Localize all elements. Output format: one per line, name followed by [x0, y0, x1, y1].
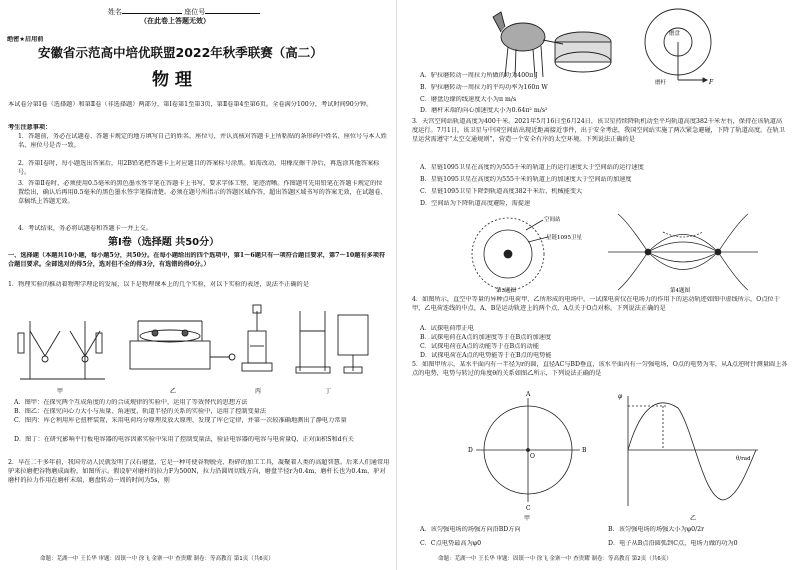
name-label: 姓名 — [108, 8, 122, 16]
figure-bing — [242, 305, 272, 371]
right-footer: 命题：芜湖一中 王长华 审题：固镇一中 徐飞 金寨一中 查贵耀 制卷：等高教育 第2页（共6页） — [438, 556, 672, 562]
q1-option-b: B．图乙：在探究向心力大小与质量、角速度、轨道半径的关系的实验中，运用了控制变量法 — [14, 408, 267, 415]
field-lines-diagram — [608, 214, 758, 290]
notice-1: 1．答题前，务必在试题卷、答题卡规定的地方填写自己的姓名、座位号，并认真核对答题卡上所粘贴的条形码中姓名、座位号与本人姓名、座位号是否一致。 — [18, 133, 387, 149]
seat-label: 座位号 — [184, 8, 206, 16]
notice-3: 3．答第Ⅱ卷时，必须使用0.5毫米的黑色墨水签字笔在答题卡上书写，要求字体工整、笔迹清晰。作图题可先用铅笔在答题卡规定的位置绘出，确认后再用0.5毫米的黑色墨水签字笔描清楚。必须在题号所指示的答题区域作答，超出答题区域书写的答案无效，在试题卷、草稿纸上答题无效。 — [18, 180, 387, 205]
donkey-mill-drawing — [493, 12, 611, 77]
section-intro: 一、选择题（本题共10小题，每小题5分，共50分。在每小题给出的四个选项中，第1～6题只有一项符合题目要求，第7～10题有多项符合题目要求。全部选对的得5分，选对但不全的得3分，有选错的得0分。） — [8, 252, 386, 268]
q2-option-d: D．磨杆末端的向心加速度大小为0.64π² m/s² — [420, 107, 548, 114]
q4-option-d: D．试探电荷在A点的电势能等于在B点的电势能 — [420, 352, 552, 359]
question-1: 1．物理实验的推动着物理学理论的发展，以下是物理课本上的几个实验，对以下实验的表述，说法不正确的是 — [8, 281, 309, 288]
q4-option-c: C．试探电荷在A点的动能等于在B点的动能 — [420, 343, 539, 350]
label-yi: 乙 — [690, 515, 697, 522]
q3-option-a: A．星链1095卫星在高度约为555千米的轨道上的运行速度大于空间站的运行速度 — [420, 164, 644, 171]
answer-notice: （在此卷上答题无效） — [140, 17, 210, 25]
secret-tag: 绝密★启用前 — [7, 36, 44, 43]
circle-diagram — [476, 398, 580, 502]
q5-option-d: D．电子从B点沿圆弧到C点，电场力做的功为0 — [608, 540, 738, 547]
name-blank — [122, 6, 182, 14]
q3-option-b: B．星链1095卫星在高度约为555千米的轨道上的加速度大于空间站的加速度 — [420, 176, 632, 183]
question-2: 2．早在二千多年前，我国劳动人民就发明了汉石磨盘，它是一种可使谷物脱壳、粉碎的加工工具，凝聚着人类的高超智慧。后来人们通常用驴来拉磨把谷物磨成面粉，如图所示。假设驴对磨杆的拉力F为500N，拉力沿圆周切线方向，磨盘半径r为0.4m，磨杆长也为0.4m，驴对磨杆的拉力作用在磨杆末端，磨盘转动一周的时间为5s，则 — [8, 459, 390, 484]
notice-heading: 考生注意事项： — [8, 124, 52, 131]
q1-option-a: A．图甲：在探究两个互成角度的力的合成规律的实验中，运用了等效替代的思想方法 — [14, 399, 248, 406]
label-mogan: 磨杆 — [655, 80, 667, 86]
question-3: 3．天宫空间站轨道高度为400千米。2021年5月16日至6月24日，该卫星持续降轨机动至平均轨道高度382千米左右，保持在该轨道高度运行。7月1日，该卫星与中国空间站出现近距离接近事件，出于安全考虑，我国空间站实施了两次紧急避碰，下降了轨道高度。在轨卫星运营需遵守“太空交通规则”，营造一个安全有序的太空环境。下列说法正确的是 — [412, 118, 785, 143]
notice-2: 2．答第Ⅰ卷时，每小题选出答案后，用2B铅笔把答题卡上对应题目的答案标号涂黑。如需改动，用橡皮擦干净后，再选涂其他答案标号。 — [18, 160, 380, 176]
question-4: 4．如图所示，直空中等量的异种点电荷甲、乙所形成的电场中，一试探电荷仅在电场力的作用下的运动轨迹如图中虚线所示，O点位于甲、乙电荷连线的中点，A、B是运动轨迹上的两个点，A点关于O点对称。下列说法正确的是 — [412, 296, 780, 312]
label-theta: θ/rad — [736, 456, 751, 462]
q5-figures — [468, 388, 768, 523]
label-O: O — [530, 453, 535, 460]
q5-option-a: A．该匀强电场的场强方向沿BD方向 — [420, 526, 521, 533]
fig-label-yi: 乙 — [170, 388, 177, 395]
label-C: C — [526, 505, 531, 512]
label-jia: 甲 — [524, 515, 531, 522]
fig-label-bing: 丙 — [255, 388, 262, 395]
label-fig3: 第3题图 — [496, 288, 516, 294]
page-divider — [396, 0, 397, 570]
q4-option-b: B．试探电荷在A点的加速度等于在B点的加速度 — [420, 334, 552, 341]
section-title: 第Ⅰ卷（选择题 共50分） — [108, 237, 220, 248]
label-force: F — [709, 79, 714, 86]
q1-figures — [10, 301, 382, 396]
label-A: A — [526, 391, 531, 398]
q2-option-a: A．驴拉磨转动一周拉力所做的功为400π J — [420, 72, 538, 79]
figure-yi — [130, 321, 235, 369]
potential-graph — [628, 396, 758, 506]
fig-label-jia: 甲 — [57, 388, 64, 395]
left-footer: 命题：芜湖一中 王长华 审题：固镇一中 徐飞 金寨一中 查贵耀 制卷：等高教育 第1页（共6页） — [40, 556, 274, 562]
notice-4: 4．考试结束，务必将试题卷和答题卡一并上交。 — [18, 225, 152, 232]
q3-option-c: C．星链1095卫星下降到轨道高度382千米后，机械能变大 — [420, 188, 583, 195]
left-page — [0, 0, 396, 570]
q5-option-c: C．C点电势最高为φ0 — [420, 540, 482, 547]
label-mopan: 磨盘 — [669, 31, 681, 37]
orbit-diagram — [472, 218, 548, 290]
label-D: D — [468, 447, 473, 454]
figure-jia — [18, 321, 105, 379]
label-B: B — [582, 447, 587, 454]
seat-blank — [205, 6, 260, 14]
question-5: 5．如图甲所示，某水平面内有一半径为r的圆，直径AC与BD垂直，该水平面内有一匀强电场，O点的电势为零，从A点逆时针测量圆上各点的电势，电势与转过的角度θ的关系如图乙所示，下列说法正确的是 — [412, 361, 788, 377]
exam-title: 安徽省示范高中培优联盟2022年秋季联赛（高二） — [38, 45, 323, 60]
q4-option-a: A．试探电荷带正电 — [420, 325, 474, 332]
label-space-station: 空间站 — [544, 217, 561, 223]
q5-option-b: B．该匀强电场的场强大小为φ0/2r — [608, 526, 705, 533]
exam-intro: 本试卷分第Ⅰ卷（选择题）和第Ⅱ卷（非选择题）两部分，第Ⅰ卷第1至第3页，第Ⅱ卷第4至第6页。全卷满分100分，考试时间90分钟。 — [8, 101, 373, 108]
label-starlink: 星链1095卫星 — [546, 235, 582, 241]
name-field — [108, 6, 260, 17]
label-fig4: 第4题图 — [670, 288, 690, 294]
q1-option-c: C．图丙：库仑利用库仑扭秤装置，采用电荷均分原理及放大原理，发现了库仑定律，并第一次较准确地测出了静电力常量 — [14, 417, 347, 424]
q3-option-d: D．空间站为下降轨道高度避险，需提速 — [420, 200, 531, 207]
fig-label-ding: 丁 — [325, 388, 332, 395]
subject-title: 物 理 — [152, 70, 192, 90]
q2-option-b: B．驴拉磨转动一周拉力的平均功率为160π W — [420, 84, 548, 91]
figure-ding — [296, 311, 368, 373]
label-phi: φ — [618, 393, 623, 400]
right-page — [398, 0, 794, 570]
q1-option-d: D．图丁：在研究影响平行板电容器的电容因素实验中采用了控制变量法，验证电容器的电容与电荷量Q、正对面积S和d有关 — [14, 436, 354, 443]
q3-q4-figures — [458, 212, 758, 294]
top-view-diagram — [645, 9, 711, 82]
q2-option-c: C．磨盘边缘的线速度大小为π m/s — [420, 96, 517, 103]
